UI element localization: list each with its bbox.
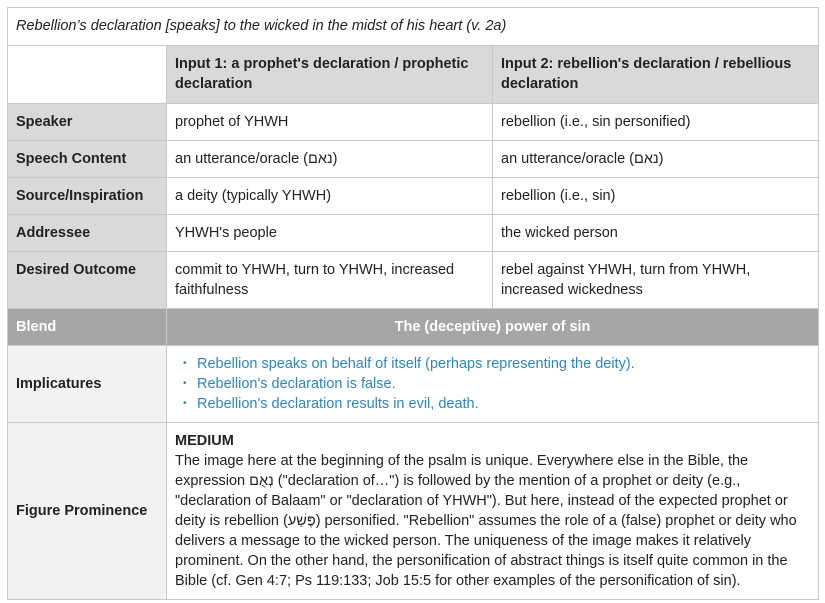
caption-row (8, 8, 819, 46)
cell-input-2: rebel against YHWH, turn from YHWH, increased wickedness (493, 252, 819, 309)
implicature-text: Rebellion's declaration results in evil, death. (197, 396, 479, 412)
implicature-text: Rebellion's declaration is false. (197, 376, 396, 392)
cell-input-2: rebellion (i.e., sin) (493, 178, 819, 215)
blend-label: Blend (8, 309, 167, 346)
table-row (8, 141, 819, 178)
table-caption: Rebellion’s declaration [speaks] to the wicked in the midst of his heart (v. 2a) (8, 8, 819, 46)
cell-input-2: rebellion (i.e., sin personified) (493, 104, 819, 141)
cell-input-1: YHWH's people (167, 215, 493, 252)
implicatures-cell (167, 346, 819, 423)
prominence-cell (167, 423, 819, 600)
bullet-icon: • (183, 378, 187, 389)
figure-analysis-table (7, 7, 819, 600)
table-row (8, 178, 819, 215)
bullet-icon: • (183, 398, 187, 409)
row-label-desired-outcome: Desired Outcome (8, 252, 167, 309)
implicatures-list (175, 354, 810, 414)
row-label-speech-content: Speech Content (8, 141, 167, 178)
table-row (8, 104, 819, 141)
header-row (8, 46, 819, 104)
implicatures-row (8, 346, 819, 423)
row-label-source-inspiration: Source/Inspiration (8, 178, 167, 215)
table-row (8, 252, 819, 309)
blend-row (8, 309, 819, 346)
header-input-2: Input 2: rebellion's declaration / rebellious declaration (493, 46, 819, 104)
cell-input-2: an utterance/oracle (נאם) (493, 141, 819, 178)
implicature-text: Rebellion speaks on behalf of itself (perhaps representing the deity). (197, 356, 635, 372)
cell-input-2: the wicked person (493, 215, 819, 252)
prominence-text: The image here at the beginning of the psalm is unique. Everywhere else in the Bible, the expression נְאֻם ("declaration of…") is followed by the mention of a prophet or deity (e.g., "declaration of Balaam" or "declaration of YHWH"). But here, instead of the expected prophet or deity is rebellion (פֶּשַׁע) personified. "Rebellion" assumes the role of a (false) prophet or deity who delivers a message to the wicked person. The uniqueness of the image makes it relatively prominent. On the other hand, the personification of abstract things is itself quite common in the Bible (cf. Gen 4:7; Ps 119:133; Job 15:5 for other examples of the personification of sin). (175, 453, 797, 589)
header-empty-cell (8, 46, 167, 104)
cell-input-1: prophet of YHWH (167, 104, 493, 141)
prominence-level: MEDIUM (175, 433, 234, 449)
prominence-label: Figure Prominence (8, 423, 167, 600)
table-row (8, 215, 819, 252)
row-label-speaker: Speaker (8, 104, 167, 141)
prominence-row (8, 423, 819, 600)
figure-analysis-table-container (7, 7, 818, 600)
blend-title: The (deceptive) power of sin (167, 309, 819, 346)
list-item (183, 394, 810, 414)
list-item (183, 374, 810, 394)
row-label-addressee: Addressee (8, 215, 167, 252)
cell-input-1: an utterance/oracle (נאם) (167, 141, 493, 178)
cell-input-1: commit to YHWH, turn to YHWH, increased faithfulness (167, 252, 493, 309)
list-item (183, 354, 810, 374)
header-input-1: Input 1: a prophet's declaration / prophetic declaration (167, 46, 493, 104)
cell-input-1: a deity (typically YHWH) (167, 178, 493, 215)
implicatures-label: Implicatures (8, 346, 167, 423)
bullet-icon: • (183, 358, 187, 369)
